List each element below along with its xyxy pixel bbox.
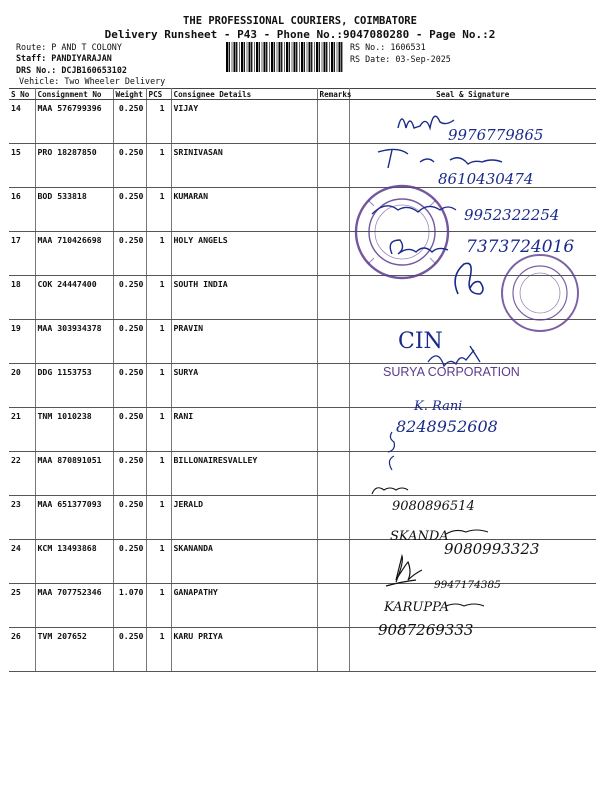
row-weight: 0.250 [113, 232, 146, 276]
table-header-row [9, 89, 596, 100]
row-sno: 16 [9, 188, 35, 232]
row-pcs: 1 [146, 540, 171, 584]
row-weight: 0.250 [113, 100, 146, 144]
row-remarks [317, 540, 349, 584]
row-remarks [317, 100, 349, 144]
row-consignee: VIJAY [171, 100, 317, 144]
row-weight: 0.250 [113, 452, 146, 496]
row-weight: 1.070 [113, 584, 146, 628]
row-consignment-no: MAA 576799396 [35, 100, 113, 144]
row-consignee: RANI [171, 408, 317, 452]
row-weight: 0.250 [113, 188, 146, 232]
runsheet-subtitle: Delivery Runsheet - P43 - Phone No.:9047080280 - Page No.:2 [104, 28, 496, 41]
row-pcs: 1 [146, 232, 171, 276]
row-consignment-no: MAA 710426698 [35, 232, 113, 276]
row-sno: 18 [9, 276, 35, 320]
row-consignee: SKANANDA [171, 540, 317, 584]
row-sno: 20 [9, 364, 35, 408]
row-seal-signature [349, 628, 596, 672]
table-row [9, 496, 596, 540]
row-seal-signature [349, 276, 596, 320]
row-consignee: JERALD [171, 496, 317, 540]
row-consignee: SRINIVASAN [171, 144, 317, 188]
row-consignment-no: BOD 533818 [35, 188, 113, 232]
table-row [9, 408, 596, 452]
row-remarks [317, 188, 349, 232]
col-header-pcs: PCS [146, 89, 171, 100]
row-consignment-no: MAA 303934378 [35, 320, 113, 364]
route-label: Route: P AND T COLONY [16, 42, 122, 52]
row-seal-signature [349, 452, 596, 496]
row-consignee: GANAPATHY [171, 584, 317, 628]
handwritten-phone: 9080993323 [444, 540, 540, 558]
table-row [9, 100, 596, 144]
row-sno: 21 [9, 408, 35, 452]
row-remarks [317, 628, 349, 672]
drs-number: DRS No.: DCJB160653102 [16, 65, 127, 75]
row-seal-signature [349, 100, 596, 144]
row-seal-signature [349, 364, 596, 408]
handwritten-phone: 9947174385 [434, 579, 501, 591]
row-consignee: SOUTH INDIA [171, 276, 317, 320]
row-pcs: 1 [146, 496, 171, 540]
table-row [9, 540, 596, 584]
row-pcs: 1 [146, 188, 171, 232]
row-consignment-no: MAA 707752346 [35, 584, 113, 628]
row-sno: 23 [9, 496, 35, 540]
col-header-weight: Weight [113, 89, 146, 100]
row-weight: 0.250 [113, 496, 146, 540]
row-seal-signature [349, 232, 596, 276]
row-remarks [317, 320, 349, 364]
barcode-icon [226, 42, 344, 72]
row-sno: 22 [9, 452, 35, 496]
row-consignee: SURYA [171, 364, 317, 408]
row-consignment-no: MAA 870891051 [35, 452, 113, 496]
rs-number: RS No.: 1606531 [350, 42, 426, 52]
row-consignment-no: TVM 207652 [35, 628, 113, 672]
handwritten-phone: 8610430474 [438, 170, 534, 188]
row-seal-signature [349, 188, 596, 232]
rs-date: RS Date: 03-Sep-2025 [350, 54, 451, 64]
handwritten-initials: CIN [398, 329, 443, 354]
row-consignment-no: KCM 13493868 [35, 540, 113, 584]
row-consignee: PRAVIN [171, 320, 317, 364]
row-sno: 15 [9, 144, 35, 188]
row-remarks [317, 364, 349, 408]
table-row [9, 276, 596, 320]
row-remarks [317, 584, 349, 628]
col-header-remarks: Remarks [317, 89, 349, 100]
row-weight: 0.250 [113, 320, 146, 364]
vehicle-label: Vehicle: Two Wheeler Delivery [19, 76, 166, 86]
row-weight: 0.250 [113, 408, 146, 452]
row-weight: 0.250 [113, 628, 146, 672]
row-remarks [317, 232, 349, 276]
handwritten-phone: 9087269333 [378, 621, 474, 639]
table-row [9, 320, 596, 364]
row-weight: 0.250 [113, 364, 146, 408]
handwritten-name: SKANDA [390, 529, 449, 544]
row-sno: 25 [9, 584, 35, 628]
row-pcs: 1 [146, 144, 171, 188]
col-header-seal: Seal & Signature [349, 89, 596, 100]
company-name-stamp: SURYA CORPORATION [383, 365, 520, 379]
table-row [9, 628, 596, 672]
row-consignment-no: DDG 1153753 [35, 364, 113, 408]
row-consignment-no: COK 24447400 [35, 276, 113, 320]
row-consignee: HOLY ANGELS [171, 232, 317, 276]
row-sno: 17 [9, 232, 35, 276]
row-remarks [317, 408, 349, 452]
row-remarks [317, 452, 349, 496]
row-seal-signature [349, 408, 596, 452]
handwritten-phone: 7373724016 [466, 237, 575, 257]
row-sno: 26 [9, 628, 35, 672]
row-pcs: 1 [146, 320, 171, 364]
row-consignee: KARU PRIYA [171, 628, 317, 672]
col-header-consignee: Consignee Details [171, 89, 317, 100]
col-header-consignment: Consignment No [35, 89, 113, 100]
row-pcs: 1 [146, 100, 171, 144]
handwritten-phone: 9976779865 [448, 126, 544, 144]
row-consignment-no: PRO 18287850 [35, 144, 113, 188]
table-row [9, 144, 596, 188]
row-sno: 24 [9, 540, 35, 584]
row-pcs: 1 [146, 628, 171, 672]
handwritten-phone: 9080896514 [392, 499, 475, 514]
row-remarks [317, 496, 349, 540]
row-sno: 19 [9, 320, 35, 364]
row-pcs: 1 [146, 408, 171, 452]
row-remarks [317, 276, 349, 320]
delivery-table [9, 88, 596, 672]
handwritten-name: K. Rani [414, 399, 463, 414]
row-remarks [317, 144, 349, 188]
table-row [9, 584, 596, 628]
row-weight: 0.250 [113, 276, 146, 320]
row-seal-signature [349, 584, 596, 628]
table-row [9, 188, 596, 232]
row-pcs: 1 [146, 276, 171, 320]
row-sno: 14 [9, 100, 35, 144]
table-row [9, 364, 596, 408]
row-consignment-no: TNM 1010238 [35, 408, 113, 452]
handwritten-name: KARUPPA [384, 600, 450, 615]
row-seal-signature [349, 496, 596, 540]
handwritten-phone: 8248952608 [396, 417, 498, 436]
col-header-sno: S No [9, 89, 35, 100]
row-consignee: KUMARAN [171, 188, 317, 232]
staff-label: Staff: PANDIYARAJAN [16, 53, 112, 63]
row-weight: 0.250 [113, 144, 146, 188]
row-pcs: 1 [146, 364, 171, 408]
row-seal-signature [349, 320, 596, 364]
row-consignee: BILLONAIRESVALLEY [171, 452, 317, 496]
row-seal-signature [349, 540, 596, 584]
company-title: THE PROFESSIONAL COURIERS, COIMBATORE [183, 15, 417, 27]
row-pcs: 1 [146, 452, 171, 496]
row-consignment-no: MAA 651377093 [35, 496, 113, 540]
row-seal-signature [349, 144, 596, 188]
row-weight: 0.250 [113, 540, 146, 584]
row-pcs: 1 [146, 584, 171, 628]
table-row [9, 452, 596, 496]
handwritten-phone: 9952322254 [464, 206, 560, 224]
table-row [9, 232, 596, 276]
